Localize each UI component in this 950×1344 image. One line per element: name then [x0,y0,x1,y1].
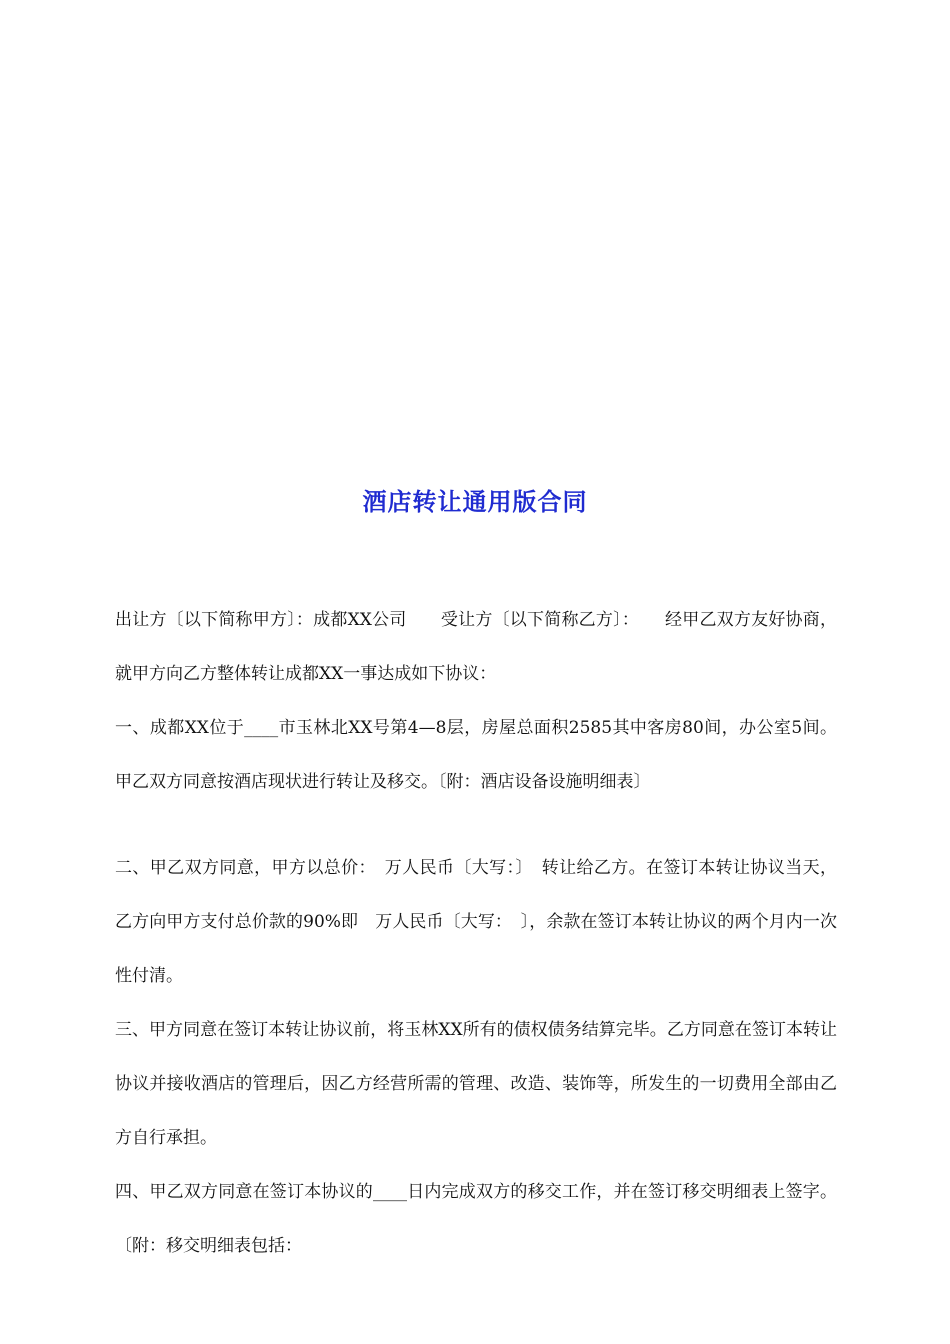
clause-1-paragraph: 一、成都XX位于____市玉林北XX号第4—8层，房屋总面积2585其中客房80间，办公室5间。甲乙双方同意按酒店现状进行转让及移交。〔附：酒店设备设施明细表〕 [115,718,837,792]
clause-4-paragraph: 四、甲乙双方同意在签订本协议的____日内完成双方的移交工作，并在签订移交明细表上签字。〔附：移交明细表包括： [115,1182,837,1256]
contract-body-lower [115,841,837,1273]
contract-parties-paragraph: 出让方〔以下简称甲方〕：成都XX公司 受让方〔以下简称乙方〕： 经甲乙双方友好协商，就甲方向乙方整体转让成都XX一事达成如下协议： [115,610,837,684]
contract-body-upper [115,593,837,809]
clause-2-paragraph: 二、甲乙双方同意，甲方以总价： 万人民币〔大写：〕 转让给乙方。在签订本转让协议当天，乙方向甲方支付总价款的90%即 万人民币〔大写： 〕，余款在签订本转让协议的两个月内一次性付清。 [115,858,837,986]
document-title: 酒店转让通用版合同 [362,488,588,516]
clause-3-paragraph: 三、甲方同意在签订本转让协议前，将玉林XX所有的债权债务结算完毕。乙方同意在签订本转让协议并接收酒店的管理后，因乙方经营所需的管理、改造、装饰等，所发生的一切费用全部由乙方自行承担。 [115,1020,837,1148]
